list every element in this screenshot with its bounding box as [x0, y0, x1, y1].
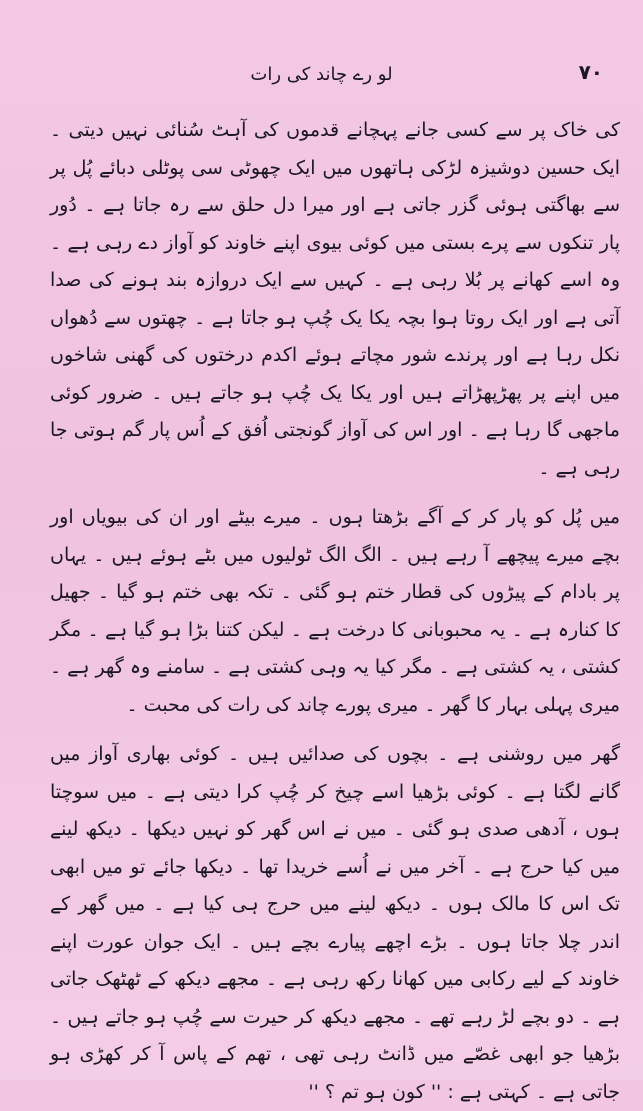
running-title: لو رے چاند کی رات: [250, 64, 393, 85]
paragraph: گھر میں روشنی ہے ۔ بچوں کی صدائیں ہیں ۔ کوئی بھاری آواز میں گانے لگتا ہے ۔ کوئی بڑھیا اسے چیخ کر چُپ کرا دیتی ہے ۔ میں سوچتا ہوں ، آدھی صدی ہو گئی ۔ میں نے اس گھر کو نہیں دیکھا ۔ دیکھ لینے میں کیا حرج ہے ۔ آخر میں نے اُسے خریدا تھا ۔ دیکھا جائے تو میں ابھی تک اس کا مالک ہوں ۔ دیکھ لینے میں حرج ہی کیا ہے ۔ میں گھر کے اندر چلا جاتا ہوں ۔ بڑے اچھے پیارے بچے ہیں ۔ ایک جوان عورت اپنے خاوند کے لیے رکابی میں کھانا رکھ رہی ہے ۔ مجھے دیکھ کے ٹھٹھک جاتی ہے ۔ دو بچے لڑ رہے تھے ۔ مجھے دیکھ کر حیرت سے چُپ ہو جاتے ہیں ۔ بڑھیا جو ابھی غصّے میں ڈانٹ رہی تھی ، تھم کے پاس آ کر کھڑی ہو جاتی ہے ۔ کہتی ہے : '' کون ہو تم ؟ '': [50, 743, 620, 1103]
page-header: [0, 60, 643, 100]
page-number: ۷۰: [578, 60, 603, 84]
paragraph: کی خاک پر سے کسی جانے پہچانے قدموں کی آہٹ سُنائی نہیں دیتی ۔ ایک حسین دوشیزہ لڑکی ہاتھوں میں ایک چھوٹی سی پوٹلی دبائے پُل پر سے بھاگتی ہوئی گزر جاتی ہے اور میرا دل حلق سے رہ جاتا ہے ۔ دُور پار تنکوں سے پرے بستی میں کوئی بیوی اپنے خاوند کو آواز دے رہی ہے ۔ وہ اسے کھانے پر بُلا رہی ہے ۔ کہیں سے ایک دروازہ بند ہونے کی صدا آتی ہے اور ایک روتا ہوا بچہ یکا یک چُپ ہو جاتا ہے ۔ چھتوں سے دُھواں نکل رہا ہے اور پرندے شور مچاتے ہوئے اکدم درختوں کی گھنی شاخوں میں اپنے پر پھڑپھڑاتے ہیں اور یکا یک چُپ ہو جاتے ہیں ۔ ضرور کوئی ماجھی گا رہا ہے ۔ اور اس کی آواز گونجتی اُفق کے اُس پار گم ہوتی جا رہی ہے ۔: [50, 119, 620, 479]
paragraph: میں پُل کو پار کر کے آگے بڑھتا ہوں ۔ میرے بیٹے اور ان کی بیویاں اور بچے میرے پیچھے آ رہے ہیں ۔ الگ الگ ٹولیوں میں بٹے ہوئے ہیں ۔ یہاں پر بادام کے پیڑوں کی قطار ختم ہو گئی ۔ تکہ بھی ختم ہو گیا ۔ جھیل کا کنارہ ہے ۔ یہ محبوبانی کا درخت ہے ۔ لیکن کتنا بڑا ہو گیا ہے ۔ مگر کشتی ، یہ کشتی ہے ۔ مگر کیا یہ وہی کشتی ہے ۔ سامنے وہ گھر ہے ۔ میری پہلی بہار کا گھر ۔ میری پورے چاند کی رات کی محبت ۔: [50, 506, 620, 716]
body-text: [50, 112, 620, 1111]
